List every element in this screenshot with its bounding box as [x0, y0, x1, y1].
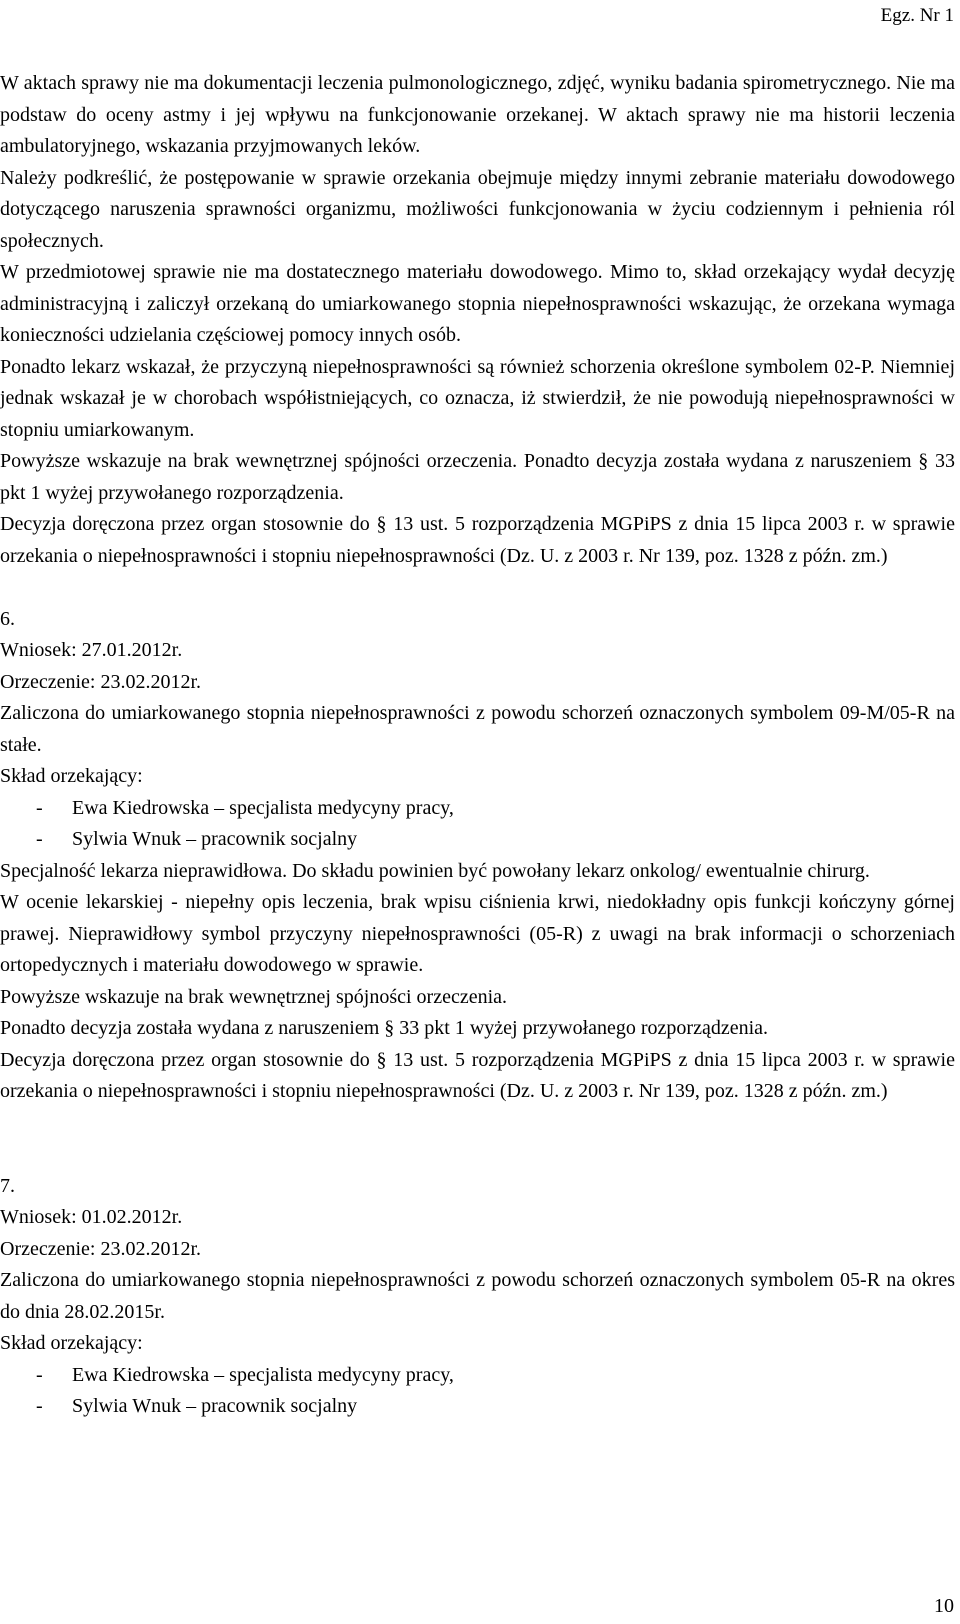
- ruling-date: Orzeczenie: 23.02.2012r.: [0, 670, 202, 693]
- panel-member: [0, 793, 955, 825]
- panel-member: [0, 1360, 955, 1392]
- classification-text: Zaliczona do umiarkowanego stopnia niepełnosprawności z powodu schorzeń oznaczonych symbolem 05-R na okres do dnia 28.02.2015r.: [0, 1269, 955, 1323]
- panel-member-text: Ewa Kiedrowska – specjalista medycyny pracy,: [72, 1363, 454, 1386]
- application-date: Wniosek: 01.02.2012r.: [0, 1206, 183, 1228]
- list-dash: -: [36, 796, 43, 819]
- case-number: 6.: [0, 607, 15, 630]
- case-number: 7.: [0, 1174, 15, 1197]
- ruling-date: Orzeczenie: 23.02.2012r.: [0, 1237, 202, 1260]
- panel-member-text: Sylwia Wnuk – pracownik socjalny: [72, 1395, 358, 1417]
- paragraph: Ponadto lekarz wskazał, że przyczyną niepełnosprawności są również schorzenia określone symbolem 02-P. Niemniej jednak wskazał je w chorobach współistniejących, co oznacza, iż stwierdził, że nie powodują niepełnosprawności w stopniu umiarkowanym.: [0, 355, 955, 441]
- panel-member: [0, 1391, 955, 1423]
- page-header: [881, 4, 954, 28]
- paragraph: Powyższe wskazuje na brak wewnętrznej spójności orzeczenia. Ponadto decyzja została wydana z naruszeniem § 33 pkt 1 wyżej przywołanego rozporządzenia.: [0, 450, 955, 504]
- case-7-section: [0, 1171, 955, 1423]
- paragraph: Należy podkreślić, że postępowanie w sprawie orzekania obejmuje między innymi zebranie materiału dowodowego dotyczącego naruszenia sprawności organizmu, możliwości funkcjonowania w życiu codziennym i pełnienia ról społecznych.: [0, 166, 955, 252]
- panel-members-list: [0, 793, 955, 856]
- document-body: [0, 68, 955, 1423]
- note-paragraph: Powyższe wskazuje na brak wewnętrznej spójności orzeczenia.: [0, 985, 508, 1008]
- note-paragraph: Specjalność lekarza nieprawidłowa. Do składu powinien być powołany lekarz onkolog/ ewentualnie chirurg.: [0, 859, 870, 882]
- panel-label: Skład orzekający:: [0, 1332, 143, 1354]
- copy-number-label: Egz. Nr 1: [880, 5, 954, 26]
- paragraph: Decyzja doręczona przez organ stosownie do § 13 ust. 5 rozporządzenia MGPiPS z dnia 15 lipca 2003 r. w sprawie orzekania o niepełnosprawności i stopniu niepełnosprawności (Dz. U. z 2003 r. Nr 139, poz. 1328 z późn. zm.): [0, 513, 955, 567]
- panel-member-text: Ewa Kiedrowska – specjalista medycyny pracy,: [72, 796, 454, 819]
- note-paragraph: Decyzja doręczona przez organ stosownie do § 13 ust. 5 rozporządzenia MGPiPS z dnia 15 lipca 2003 r. w sprawie orzekania o niepełnosprawności i stopniu niepełnosprawności (Dz. U. z 2003 r. Nr 139, poz. 1328 z późn. zm.): [0, 1048, 955, 1102]
- panel-members-list: [0, 1360, 955, 1423]
- page-footer: [934, 1594, 954, 1618]
- classification-text: Zaliczona do umiarkowanego stopnia niepełnosprawności z powodu schorzeń oznaczonych symbolem 09-M/05-R na stałe.: [0, 702, 955, 756]
- list-dash: -: [36, 1363, 43, 1386]
- paragraph: W przedmiotowej sprawie nie ma dostatecznego materiału dowodowego. Mimo to, skład orzekający wydał decyzję administracyjną i zaliczył orzekaną do umiarkowanego stopnia niepełnosprawności wskazując, że orzekana wymaga konieczności udzielania częściowej pomocy innych osób.: [0, 261, 955, 346]
- paragraph: W aktach sprawy nie ma dokumentacji leczenia pulmonologicznego, zdjęć, wyniku badania spirometrycznego. Nie ma podstaw do oceny astmy i jej wpływu na funkcjonowanie orzekanej. W aktach sprawy nie ma historii leczenia ambulatoryjnego, wskazania przyjmowanych leków.: [0, 72, 955, 157]
- panel-label: Skład orzekający:: [0, 765, 143, 787]
- panel-member-text: Sylwia Wnuk – pracownik socjalny: [72, 828, 358, 850]
- list-dash: -: [36, 828, 43, 850]
- case-6-section: [0, 604, 955, 1108]
- note-paragraph: Ponadto decyzja została wydana z naruszeniem § 33 pkt 1 wyżej przywołanego rozporządzenia.: [0, 1017, 769, 1039]
- panel-member: [0, 824, 955, 856]
- list-dash: -: [36, 1395, 43, 1417]
- note-paragraph: W ocenie lekarskiej - niepełny opis leczenia, brak wpisu ciśnienia krwi, niedokładny opis funkcji kończyny górnej prawej. Nieprawidłowy symbol przyczyny niepełnosprawności (05-R) z uwagi na brak informacji o schorzeniach ortopedycznych i materiału dowodowego w sprawie.: [0, 891, 955, 976]
- application-date: Wniosek: 27.01.2012r.: [0, 639, 183, 661]
- page-number: 10: [934, 1595, 954, 1617]
